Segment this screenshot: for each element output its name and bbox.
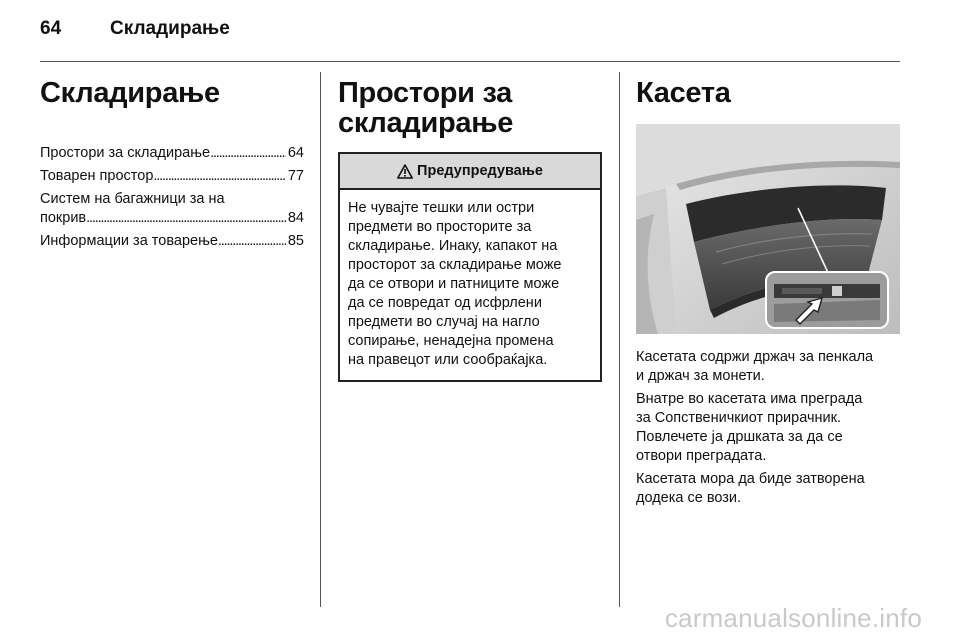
warning-line: да се повредат од исфрлени <box>348 295 542 311</box>
column-glovebox <box>636 78 902 512</box>
paragraph <box>636 470 902 508</box>
paragraph-line: Касетата мора да биде затворена <box>636 471 865 487</box>
warning-header <box>340 154 600 190</box>
toc-dots <box>86 209 286 228</box>
warning-line: сопирање, ненадејна промена <box>348 333 554 349</box>
warning-line: складирање. Инаку, капакот на <box>348 238 558 254</box>
paragraph <box>636 348 902 386</box>
warning-triangle-icon <box>397 164 413 179</box>
paragraph-line: Повлечете ја дршката за да се <box>636 429 843 445</box>
warning-line: предмети во просторите за <box>348 219 532 235</box>
warning-title: Предупредување <box>417 163 543 179</box>
page-number: 64 <box>40 18 62 39</box>
toc-page: 85 <box>287 233 304 249</box>
toc-dots <box>210 144 286 163</box>
toc-entry-loading-info[interactable] <box>40 232 304 251</box>
warning-line: предмети во случај на нагло <box>348 314 540 330</box>
warning-line: просторот за складирање може <box>348 257 562 273</box>
watermark: carmanualsonline.info <box>664 603 922 633</box>
toc-entry-storage-spaces[interactable] <box>40 144 304 163</box>
column-divider-left <box>320 72 321 607</box>
paragraph-line: и држач за монети. <box>636 368 765 384</box>
toc-dots <box>153 167 285 186</box>
column-divider-right <box>619 72 620 607</box>
toc-entry-load-compartment[interactable] <box>40 167 304 186</box>
section-heading-line1: Простори за <box>338 77 513 109</box>
column-toc <box>40 78 304 255</box>
warning-line: на правецот или сообраќајка. <box>348 352 548 368</box>
toc-entry-roof-rack[interactable] <box>40 190 304 228</box>
section-heading: Касета <box>636 77 731 109</box>
toc-label: Простори за складирање <box>40 145 211 161</box>
toc-page: 84 <box>287 210 304 226</box>
warning-line: да се отвори и патниците може <box>348 276 560 292</box>
warning-box <box>338 152 602 382</box>
paragraph-line: додека се вози. <box>636 490 742 506</box>
warning-line: Не чувајте тешки или остри <box>348 200 535 216</box>
toc-label: Товарен простор <box>40 168 154 184</box>
paragraph-line: отвори преградата. <box>636 448 767 464</box>
header-divider <box>40 61 900 62</box>
toc-dots <box>218 232 286 251</box>
paragraph-line: за Сопственичкиот прирачник. <box>636 410 842 426</box>
toc-page: 77 <box>287 168 304 184</box>
toc-label-line1: Систем на багажници за на <box>40 191 225 207</box>
paragraph <box>636 390 902 466</box>
warning-text <box>340 190 600 380</box>
toc-label: Информации за товарење <box>40 233 218 249</box>
glovebox-photo <box>636 124 900 334</box>
section-heading-line2: складирање <box>338 107 514 139</box>
section-heading <box>338 78 602 138</box>
chapter-heading: Складирање <box>40 77 220 109</box>
column-storage-spaces <box>338 78 602 382</box>
paragraph-line: Касетата содржи држач за пенкала <box>636 349 874 365</box>
toc-label: покрив <box>40 210 87 226</box>
page-header <box>40 18 230 48</box>
toc-page: 64 <box>287 145 304 161</box>
running-title: Складирање <box>110 18 230 39</box>
paragraph-line: Внатре во касетата има преграда <box>636 391 863 407</box>
